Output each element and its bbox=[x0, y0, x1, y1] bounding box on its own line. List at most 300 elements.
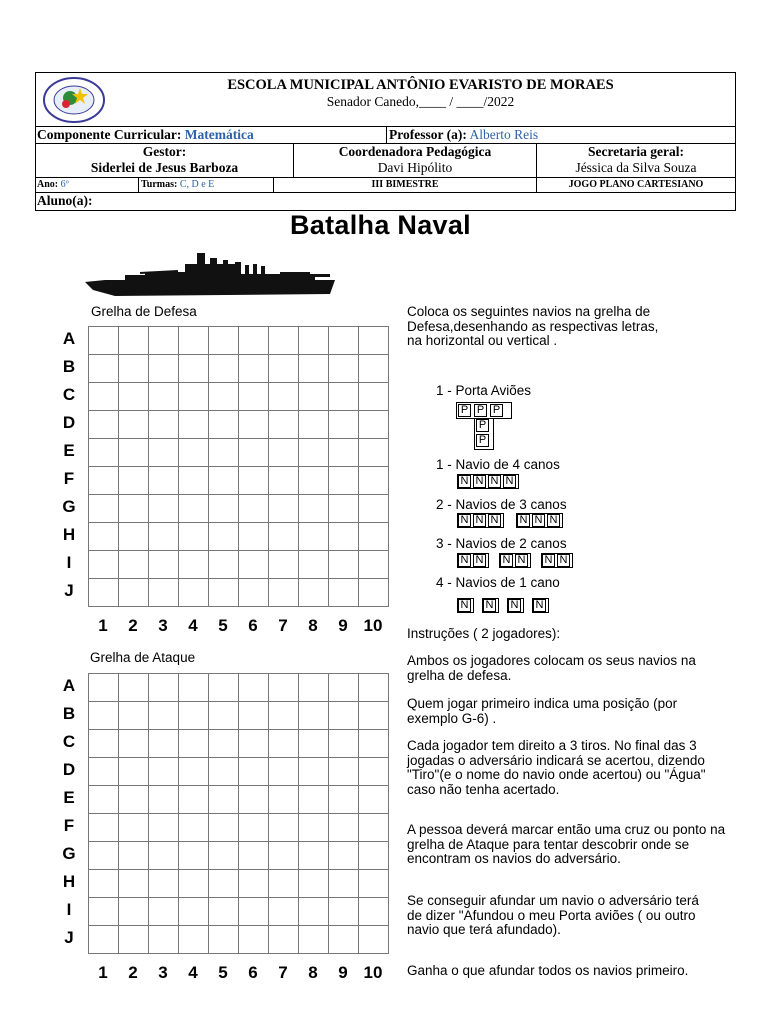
grid-cell[interactable] bbox=[89, 702, 119, 730]
column-label: 2 bbox=[128, 616, 138, 635]
grid-cell[interactable] bbox=[119, 327, 149, 355]
row-label: B bbox=[62, 357, 76, 376]
grid-cell[interactable] bbox=[209, 355, 239, 383]
row-label: H bbox=[62, 872, 76, 891]
grid-cell[interactable] bbox=[209, 926, 239, 954]
column-label: 1 bbox=[98, 963, 108, 982]
grid-cell[interactable] bbox=[239, 467, 269, 495]
grid-cell[interactable] bbox=[239, 579, 269, 607]
grid-cell[interactable] bbox=[239, 327, 269, 355]
grid-cell[interactable] bbox=[149, 327, 179, 355]
grid-cell[interactable] bbox=[89, 411, 119, 439]
grid-cell[interactable] bbox=[299, 355, 329, 383]
battle-grid[interactable] bbox=[88, 326, 389, 607]
gestor-value: Siderlei de Jesus Barboza bbox=[90, 160, 239, 175]
column-label: 6 bbox=[248, 963, 258, 982]
city-date: Senador Canedo,____ / ____/2022 bbox=[326, 94, 515, 109]
grid-cell[interactable] bbox=[329, 730, 359, 758]
grid-cell[interactable] bbox=[179, 411, 209, 439]
grid-cell[interactable] bbox=[359, 495, 389, 523]
ship-cell: N bbox=[533, 599, 546, 612]
grid-cell[interactable] bbox=[179, 523, 209, 551]
navios-1-label: 4 - Navios de 1 cano bbox=[436, 575, 560, 590]
grid-cell[interactable] bbox=[209, 814, 239, 842]
grid-cell[interactable] bbox=[149, 926, 179, 954]
grid-cell[interactable] bbox=[179, 786, 209, 814]
grid-cell[interactable] bbox=[179, 355, 209, 383]
grid-cell[interactable] bbox=[239, 814, 269, 842]
grid-cell[interactable] bbox=[89, 786, 119, 814]
grid-cell[interactable] bbox=[269, 495, 299, 523]
professor-value: Alberto Reis bbox=[469, 127, 539, 142]
grid-cell[interactable] bbox=[119, 702, 149, 730]
grid-cell[interactable] bbox=[89, 579, 119, 607]
ship-cell: N bbox=[488, 514, 501, 527]
grid-cell[interactable] bbox=[89, 467, 119, 495]
grid-cell[interactable] bbox=[329, 495, 359, 523]
grid-cell[interactable] bbox=[209, 898, 239, 926]
ship-cell: P bbox=[458, 404, 471, 417]
ship-cell: N bbox=[542, 554, 555, 567]
grid-cell[interactable] bbox=[239, 495, 269, 523]
grid-cell[interactable] bbox=[119, 786, 149, 814]
grid-cell[interactable] bbox=[149, 730, 179, 758]
grid-cell[interactable] bbox=[119, 383, 149, 411]
grid-cell[interactable] bbox=[269, 926, 299, 954]
row-label: I bbox=[66, 553, 72, 572]
grid-cell[interactable] bbox=[179, 758, 209, 786]
grid-cell[interactable] bbox=[239, 758, 269, 786]
navios-2-label: 3 - Navios de 2 canos bbox=[436, 536, 567, 551]
grid-cell[interactable] bbox=[329, 926, 359, 954]
grid-cell[interactable] bbox=[299, 842, 329, 870]
grid-cell[interactable] bbox=[209, 842, 239, 870]
grid-cell[interactable] bbox=[359, 383, 389, 411]
grid-cell[interactable] bbox=[329, 870, 359, 898]
grid-cell[interactable] bbox=[269, 898, 299, 926]
grid-cell[interactable] bbox=[119, 439, 149, 467]
grid-cell[interactable] bbox=[119, 355, 149, 383]
grid-cell[interactable] bbox=[329, 383, 359, 411]
ship-cell: N bbox=[557, 554, 570, 567]
grid-cell[interactable] bbox=[269, 327, 299, 355]
grid-cell[interactable] bbox=[299, 383, 329, 411]
grid-cell[interactable] bbox=[209, 495, 239, 523]
grid-cell[interactable] bbox=[149, 467, 179, 495]
column-label: 7 bbox=[278, 963, 288, 982]
grid-cell[interactable] bbox=[329, 551, 359, 579]
row-label: D bbox=[62, 413, 76, 432]
grid-cell[interactable] bbox=[299, 758, 329, 786]
grid-cell[interactable] bbox=[209, 786, 239, 814]
grid-cell[interactable] bbox=[89, 926, 119, 954]
grid-cell[interactable] bbox=[89, 495, 119, 523]
grid-cell[interactable] bbox=[89, 439, 119, 467]
grid-cell[interactable] bbox=[239, 702, 269, 730]
ship-cell: P bbox=[490, 404, 503, 417]
row-label: E bbox=[63, 788, 75, 807]
component-value: Matemática bbox=[184, 127, 254, 142]
grid-cell[interactable] bbox=[359, 551, 389, 579]
secretaria-value: Jéssica da Silva Souza bbox=[575, 160, 697, 175]
grid-cell[interactable] bbox=[269, 674, 299, 702]
row-label: F bbox=[63, 469, 75, 488]
coord-label: Coordenadora Pedagógica bbox=[338, 144, 492, 159]
grid-cell[interactable] bbox=[299, 411, 329, 439]
grid-cell[interactable] bbox=[299, 579, 329, 607]
component-row bbox=[35, 126, 736, 143]
porta-avioes-label: 1 - Porta Aviões bbox=[436, 383, 532, 398]
grid-cell[interactable] bbox=[269, 579, 299, 607]
grid-cell[interactable] bbox=[119, 842, 149, 870]
row-label: H bbox=[62, 525, 76, 544]
row-label: F bbox=[63, 816, 75, 835]
instruction-6: Ganha o que afundar todos os navios primeiro. bbox=[407, 963, 689, 978]
grid-cell[interactable] bbox=[89, 551, 119, 579]
grid-cell[interactable] bbox=[119, 758, 149, 786]
grid-cell[interactable] bbox=[359, 870, 389, 898]
grid-cell[interactable] bbox=[89, 898, 119, 926]
row-label: J bbox=[64, 928, 74, 947]
grid-cell[interactable] bbox=[209, 870, 239, 898]
navio-4-label: 1 - Navio de 4 canos bbox=[436, 457, 560, 472]
ship-cell: N bbox=[458, 475, 471, 488]
grid-cell[interactable] bbox=[119, 870, 149, 898]
grid-cell[interactable] bbox=[209, 702, 239, 730]
grid-cell[interactable] bbox=[179, 674, 209, 702]
grid-cell[interactable] bbox=[149, 439, 179, 467]
column-label: 3 bbox=[158, 616, 168, 635]
grid-cell[interactable] bbox=[359, 411, 389, 439]
grid-cell[interactable] bbox=[89, 674, 119, 702]
grid-cell[interactable] bbox=[269, 702, 299, 730]
aluno-label: Aluno(a): bbox=[37, 193, 93, 208]
row-label: D bbox=[62, 760, 76, 779]
grid-cell[interactable] bbox=[299, 702, 329, 730]
instruction-5: Se conseguir afundar um navio o adversário terá de dizer "Afundou o meu Porta aviões ( ou outro navio que terá afundado). bbox=[407, 893, 699, 937]
ano-value: 6º bbox=[60, 179, 69, 190]
grid-cell[interactable] bbox=[239, 439, 269, 467]
instruction-3: Cada jogador tem direito a 3 tiros. No final das 3 jogadas o adversário indicará se acertou, dizendo "Tiro"(e o nome do navio onde acertou) ou "Água" caso não tenha acertado. bbox=[407, 738, 706, 797]
battle-grid[interactable] bbox=[88, 673, 389, 954]
grid-cell[interactable] bbox=[299, 898, 329, 926]
grid-cell[interactable] bbox=[239, 523, 269, 551]
grid-cell[interactable] bbox=[119, 495, 149, 523]
column-label: 5 bbox=[218, 616, 228, 635]
column-label: 5 bbox=[218, 963, 228, 982]
grid-cell[interactable] bbox=[299, 870, 329, 898]
grid-cell[interactable] bbox=[299, 674, 329, 702]
grid-cell[interactable] bbox=[89, 383, 119, 411]
grid-cell[interactable] bbox=[359, 327, 389, 355]
grid-cell[interactable] bbox=[359, 523, 389, 551]
grid-cell[interactable] bbox=[149, 674, 179, 702]
grid-cell[interactable] bbox=[299, 730, 329, 758]
grid-cell[interactable] bbox=[299, 926, 329, 954]
ship-cell: P bbox=[474, 404, 487, 417]
gestor-label: Gestor: bbox=[142, 144, 187, 159]
grid-cell[interactable] bbox=[149, 842, 179, 870]
row-label: A bbox=[62, 676, 76, 695]
grid-cell[interactable] bbox=[299, 786, 329, 814]
grid-cell[interactable] bbox=[299, 551, 329, 579]
professor-label: Professor (a): bbox=[389, 127, 467, 142]
grid-cell[interactable] bbox=[329, 579, 359, 607]
grid-cell[interactable] bbox=[359, 702, 389, 730]
grid-cell[interactable] bbox=[149, 758, 179, 786]
grid-cell[interactable] bbox=[119, 523, 149, 551]
column-label: 2 bbox=[128, 963, 138, 982]
grid-cell[interactable] bbox=[269, 355, 299, 383]
column-label: 7 bbox=[278, 616, 288, 635]
grid-cell[interactable] bbox=[179, 702, 209, 730]
grid-cell[interactable] bbox=[269, 467, 299, 495]
grid-cell[interactable] bbox=[269, 786, 299, 814]
grid-cell[interactable] bbox=[179, 842, 209, 870]
grid-cell[interactable] bbox=[119, 814, 149, 842]
grid-cell[interactable] bbox=[269, 758, 299, 786]
grid-cell[interactable] bbox=[209, 523, 239, 551]
ship-cell: N bbox=[473, 514, 486, 527]
grid-cell[interactable] bbox=[149, 786, 179, 814]
grid-cell[interactable] bbox=[89, 523, 119, 551]
grid-cell[interactable] bbox=[329, 786, 359, 814]
row-label: I bbox=[66, 900, 72, 919]
staff-row bbox=[35, 143, 736, 177]
column-label: 3 bbox=[158, 963, 168, 982]
grid-cell[interactable] bbox=[209, 327, 239, 355]
grid-cell[interactable] bbox=[209, 467, 239, 495]
grid-cell[interactable] bbox=[89, 730, 119, 758]
row-label: G bbox=[62, 844, 76, 863]
grid-cell[interactable] bbox=[239, 674, 269, 702]
column-label: 8 bbox=[308, 616, 318, 635]
row-label: B bbox=[62, 704, 76, 723]
grid-cell[interactable] bbox=[179, 579, 209, 607]
grid-cell[interactable] bbox=[239, 355, 269, 383]
grid-cell[interactable] bbox=[329, 355, 359, 383]
grid-cell[interactable] bbox=[329, 411, 359, 439]
row-label: C bbox=[62, 385, 76, 404]
grid-cell[interactable] bbox=[239, 551, 269, 579]
aluno-row bbox=[35, 192, 736, 211]
grid-cell[interactable] bbox=[329, 439, 359, 467]
grid-cell[interactable] bbox=[359, 355, 389, 383]
grid-cell[interactable] bbox=[149, 898, 179, 926]
grid-cell[interactable] bbox=[359, 758, 389, 786]
grid-cell[interactable] bbox=[119, 730, 149, 758]
ship-cell: N bbox=[517, 514, 530, 527]
grid-cell[interactable] bbox=[179, 467, 209, 495]
row-label: E bbox=[63, 441, 75, 460]
grid-cell[interactable] bbox=[179, 898, 209, 926]
grid-cell[interactable] bbox=[359, 467, 389, 495]
grid-cell[interactable] bbox=[359, 814, 389, 842]
grid-cell[interactable] bbox=[359, 579, 389, 607]
ship-cell: N bbox=[532, 514, 545, 527]
page-title: Batalha Naval bbox=[290, 210, 471, 240]
ship-cell: N bbox=[488, 475, 501, 488]
ship-cell: N bbox=[483, 599, 496, 612]
grid-cell[interactable] bbox=[299, 523, 329, 551]
grid-cell[interactable] bbox=[179, 551, 209, 579]
intro-text: Coloca os seguintes navios na grelha de Defesa,desenhando as respectivas letras, na horizontal ou vertical . bbox=[407, 304, 659, 348]
grid-cell[interactable] bbox=[239, 411, 269, 439]
school-header bbox=[35, 72, 736, 126]
ship-cell: P bbox=[476, 434, 489, 447]
instruction-4: A pessoa deverá marcar então uma cruz ou ponto na grelha de Ataque para tentar descobrir onde se encontram os navios do adversário. bbox=[407, 822, 726, 866]
grid-cell[interactable] bbox=[329, 467, 359, 495]
grid-cell[interactable] bbox=[329, 842, 359, 870]
column-label: 9 bbox=[338, 616, 348, 635]
grid-cell[interactable] bbox=[269, 842, 299, 870]
grid-cell[interactable] bbox=[329, 327, 359, 355]
grid-cell[interactable] bbox=[209, 730, 239, 758]
grid-cell[interactable] bbox=[239, 870, 269, 898]
grid-cell[interactable] bbox=[239, 730, 269, 758]
grid-cell[interactable] bbox=[209, 579, 239, 607]
grid-cell[interactable] bbox=[179, 870, 209, 898]
grid-cell[interactable] bbox=[269, 411, 299, 439]
grid-cell[interactable] bbox=[149, 814, 179, 842]
grid-cell[interactable] bbox=[359, 439, 389, 467]
grid-cell[interactable] bbox=[239, 842, 269, 870]
grid-cell[interactable] bbox=[329, 523, 359, 551]
grid-cell[interactable] bbox=[359, 898, 389, 926]
grid-cell[interactable] bbox=[119, 926, 149, 954]
column-label: 9 bbox=[338, 963, 348, 982]
grid-cell[interactable] bbox=[209, 758, 239, 786]
grid-cell[interactable] bbox=[239, 926, 269, 954]
grid-cell[interactable] bbox=[299, 814, 329, 842]
row-label: J bbox=[64, 581, 74, 600]
secretaria-label: Secretaria geral: bbox=[587, 144, 685, 159]
column-label: 10 bbox=[363, 963, 383, 982]
jogo-title: JOGO PLANO CARTESIANO bbox=[536, 178, 735, 192]
grid-cell[interactable] bbox=[239, 383, 269, 411]
grid-cell[interactable] bbox=[149, 495, 179, 523]
grid-cell[interactable] bbox=[89, 814, 119, 842]
row-label: G bbox=[62, 497, 76, 516]
grid-cell[interactable] bbox=[359, 730, 389, 758]
school-name: ESCOLA MUNICIPAL ANTÔNIO EVARISTO DE MORAES bbox=[227, 77, 614, 93]
grid-cell[interactable] bbox=[299, 495, 329, 523]
grid-cell[interactable] bbox=[269, 439, 299, 467]
grid-cell[interactable] bbox=[329, 702, 359, 730]
grid-cell[interactable] bbox=[179, 730, 209, 758]
instructions-heading: Instruções ( 2 jogadores): bbox=[407, 626, 561, 641]
ship-cell: N bbox=[458, 599, 471, 612]
school-logo bbox=[42, 76, 106, 124]
attack-grid-title: Grelha de Ataque bbox=[90, 650, 196, 665]
grid-cell[interactable] bbox=[149, 870, 179, 898]
ship-cell: N bbox=[508, 599, 521, 612]
grid-cell[interactable] bbox=[209, 439, 239, 467]
grid-cell[interactable] bbox=[329, 674, 359, 702]
grid-cell[interactable] bbox=[269, 523, 299, 551]
grid-cell[interactable] bbox=[359, 786, 389, 814]
navios-3-label: 2 - Navios de 3 canos bbox=[436, 497, 567, 512]
grid-cell[interactable] bbox=[329, 814, 359, 842]
grid-cell[interactable] bbox=[269, 551, 299, 579]
grid-cell[interactable] bbox=[209, 411, 239, 439]
grid-cell[interactable] bbox=[179, 814, 209, 842]
grid-cell[interactable] bbox=[149, 383, 179, 411]
ship-cell: P bbox=[476, 419, 489, 432]
grid-cell[interactable] bbox=[149, 551, 179, 579]
grid-cell[interactable] bbox=[209, 674, 239, 702]
grid-cell[interactable] bbox=[89, 758, 119, 786]
column-label: 6 bbox=[248, 616, 258, 635]
grid-cell[interactable] bbox=[149, 523, 179, 551]
grid-cell[interactable] bbox=[89, 842, 119, 870]
grid-cell[interactable] bbox=[89, 355, 119, 383]
ano-label: Ano: bbox=[37, 179, 59, 190]
ship-cell: N bbox=[500, 554, 513, 567]
instruction-1: Ambos os jogadores colocam os seus navios na grelha de defesa. bbox=[407, 653, 696, 683]
column-label: 1 bbox=[98, 616, 108, 635]
grid-cell[interactable] bbox=[179, 495, 209, 523]
grid-cell[interactable] bbox=[89, 327, 119, 355]
row-label: A bbox=[62, 329, 76, 348]
grid-cell[interactable] bbox=[359, 926, 389, 954]
grid-cell[interactable] bbox=[119, 411, 149, 439]
grid-cell[interactable] bbox=[269, 870, 299, 898]
ship-cell: N bbox=[473, 475, 486, 488]
grid-cell[interactable] bbox=[149, 411, 179, 439]
grid-cell[interactable] bbox=[329, 758, 359, 786]
grid-cell[interactable] bbox=[149, 579, 179, 607]
grid-cell[interactable] bbox=[89, 870, 119, 898]
ship-cell: N bbox=[458, 554, 471, 567]
grid-cell[interactable] bbox=[119, 467, 149, 495]
grid-cell[interactable] bbox=[239, 898, 269, 926]
grid-cell[interactable] bbox=[149, 355, 179, 383]
grid-cell[interactable] bbox=[299, 327, 329, 355]
grid-cell[interactable] bbox=[329, 898, 359, 926]
turmas-label: Turmas: bbox=[141, 179, 178, 190]
grid-cell[interactable] bbox=[119, 579, 149, 607]
grid-cell[interactable] bbox=[239, 786, 269, 814]
bimestre: III BIMESTRE bbox=[273, 178, 536, 192]
turmas-value: C, D e E bbox=[179, 179, 215, 190]
grid-cell[interactable] bbox=[299, 439, 329, 467]
column-label: 10 bbox=[363, 616, 383, 635]
grid-cell[interactable] bbox=[359, 842, 389, 870]
battleship-icon bbox=[85, 250, 340, 298]
grid-cell[interactable] bbox=[209, 551, 239, 579]
grid-cell[interactable] bbox=[149, 702, 179, 730]
grid-cell[interactable] bbox=[179, 383, 209, 411]
grid-cell[interactable] bbox=[209, 383, 239, 411]
grid-cell[interactable] bbox=[119, 674, 149, 702]
grid-cell[interactable] bbox=[269, 814, 299, 842]
grid-cell[interactable] bbox=[179, 439, 209, 467]
column-label: 4 bbox=[188, 616, 198, 635]
grid-cell[interactable] bbox=[179, 926, 209, 954]
ship-cell: N bbox=[473, 554, 486, 567]
grid-cell[interactable] bbox=[119, 551, 149, 579]
grid-cell[interactable] bbox=[299, 467, 329, 495]
ship-cell: N bbox=[515, 554, 528, 567]
grid-cell[interactable] bbox=[269, 730, 299, 758]
grid-cell[interactable] bbox=[269, 383, 299, 411]
grid-cell[interactable] bbox=[179, 327, 209, 355]
grid-cell[interactable] bbox=[359, 674, 389, 702]
grid-cell[interactable] bbox=[119, 898, 149, 926]
class-row bbox=[35, 177, 736, 192]
component-label: Componente Curricular: bbox=[37, 127, 182, 142]
